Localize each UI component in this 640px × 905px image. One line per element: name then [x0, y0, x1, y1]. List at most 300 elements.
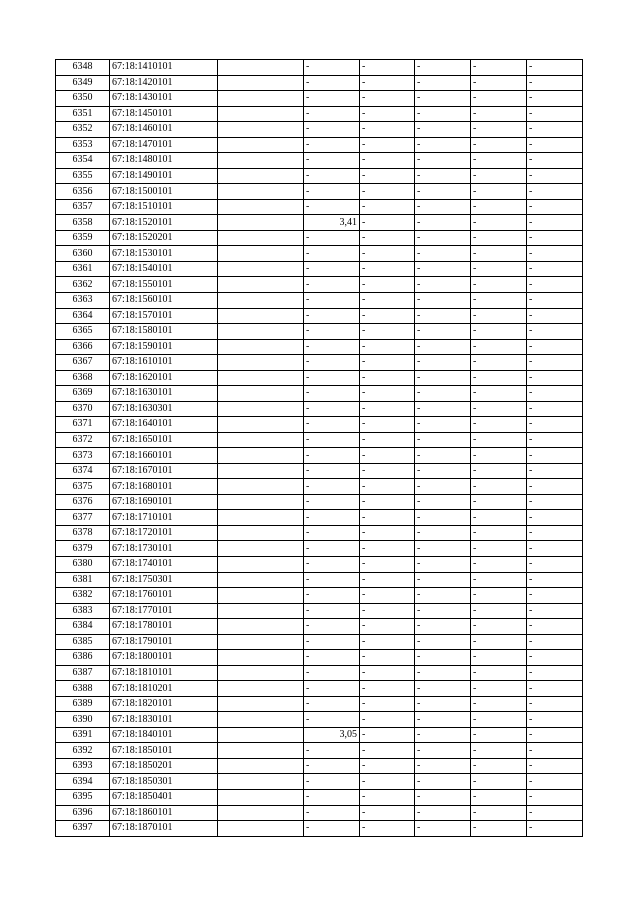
value-cell-2: -	[360, 448, 415, 464]
table-row	[56, 137, 583, 153]
row-number-cell: 6354	[56, 153, 110, 169]
value-cell-3: -	[415, 541, 471, 557]
value-cell-3: -	[415, 494, 471, 510]
value-cell-2: -	[360, 463, 415, 479]
table-row	[56, 463, 583, 479]
value-cell-1: -	[304, 261, 360, 277]
value-cell-2: -	[360, 153, 415, 169]
name-cell	[218, 168, 304, 184]
value-cell-3: -	[415, 696, 471, 712]
name-cell	[218, 525, 304, 541]
value-cell-4: -	[471, 774, 527, 790]
value-cell-4: -	[471, 215, 527, 231]
table-row	[56, 339, 583, 355]
row-number-cell: 6395	[56, 789, 110, 805]
value-cell-3: -	[415, 91, 471, 107]
value-cell-4: -	[471, 665, 527, 681]
value-cell-4: -	[471, 525, 527, 541]
value-cell-2: -	[360, 619, 415, 635]
value-cell-3: -	[415, 572, 471, 588]
table-row	[56, 401, 583, 417]
name-cell	[218, 324, 304, 340]
row-number-cell: 6377	[56, 510, 110, 526]
value-cell-4: -	[471, 588, 527, 604]
value-cell-3: -	[415, 479, 471, 495]
value-cell-4: -	[471, 727, 527, 743]
value-cell-4: -	[471, 758, 527, 774]
name-cell	[218, 789, 304, 805]
table-row	[56, 541, 583, 557]
value-cell-1: -	[304, 370, 360, 386]
name-cell	[218, 821, 304, 837]
name-cell	[218, 448, 304, 464]
row-number-cell: 6381	[56, 572, 110, 588]
value-cell-1: -	[304, 277, 360, 293]
value-cell-3: -	[415, 463, 471, 479]
value-cell-4: -	[471, 168, 527, 184]
value-cell-5: -	[527, 727, 583, 743]
name-cell	[218, 463, 304, 479]
table-row	[56, 60, 583, 76]
value-cell-5: -	[527, 743, 583, 759]
value-cell-5: -	[527, 355, 583, 371]
value-cell-4: -	[471, 230, 527, 246]
table-row	[56, 153, 583, 169]
value-cell-3: -	[415, 230, 471, 246]
row-number-cell: 6372	[56, 432, 110, 448]
value-cell-1: -	[304, 168, 360, 184]
row-number-cell: 6350	[56, 91, 110, 107]
table-row	[56, 246, 583, 262]
value-cell-3: -	[415, 401, 471, 417]
name-cell	[218, 588, 304, 604]
value-cell-3: -	[415, 417, 471, 433]
table-row	[56, 525, 583, 541]
cadastral-code-cell: 67:18:1770101	[110, 603, 218, 619]
value-cell-2: -	[360, 510, 415, 526]
value-cell-3: -	[415, 215, 471, 231]
cadastral-code-cell: 67:18:1850401	[110, 789, 218, 805]
row-number-cell: 6386	[56, 650, 110, 666]
value-cell-2: -	[360, 308, 415, 324]
cadastral-code-cell: 67:18:1820101	[110, 696, 218, 712]
cadastral-code-cell: 67:18:1720101	[110, 525, 218, 541]
row-number-cell: 6366	[56, 339, 110, 355]
value-cell-2: -	[360, 199, 415, 215]
name-cell	[218, 557, 304, 573]
value-cell-1: -	[304, 386, 360, 402]
name-cell	[218, 510, 304, 526]
row-number-cell: 6374	[56, 463, 110, 479]
row-number-cell: 6367	[56, 355, 110, 371]
cadastral-code-cell: 67:18:1630301	[110, 401, 218, 417]
value-cell-1: -	[304, 417, 360, 433]
table-row	[56, 758, 583, 774]
value-cell-3: -	[415, 261, 471, 277]
table-row	[56, 106, 583, 122]
value-cell-4: -	[471, 386, 527, 402]
value-cell-3: -	[415, 324, 471, 340]
cadastral-code-cell: 67:18:1850101	[110, 743, 218, 759]
value-cell-2: -	[360, 681, 415, 697]
table-row	[56, 727, 583, 743]
table-row	[56, 184, 583, 200]
value-cell-3: -	[415, 712, 471, 728]
value-cell-1: -	[304, 60, 360, 76]
table-row	[56, 432, 583, 448]
value-cell-3: -	[415, 743, 471, 759]
table-row	[56, 355, 583, 371]
cadastral-code-cell: 67:18:1420101	[110, 75, 218, 91]
row-number-cell: 6375	[56, 479, 110, 495]
value-cell-3: -	[415, 603, 471, 619]
name-cell	[218, 712, 304, 728]
value-cell-5: -	[527, 261, 583, 277]
value-cell-3: -	[415, 339, 471, 355]
name-cell	[218, 199, 304, 215]
table-row	[56, 712, 583, 728]
row-number-cell: 6371	[56, 417, 110, 433]
value-cell-2: -	[360, 727, 415, 743]
table-row	[56, 774, 583, 790]
value-cell-5: -	[527, 199, 583, 215]
value-cell-5: -	[527, 324, 583, 340]
value-cell-5: -	[527, 525, 583, 541]
value-cell-4: -	[471, 401, 527, 417]
name-cell	[218, 743, 304, 759]
row-number-cell: 6373	[56, 448, 110, 464]
table-body	[56, 60, 583, 837]
table-row	[56, 261, 583, 277]
value-cell-5: -	[527, 401, 583, 417]
value-cell-4: -	[471, 417, 527, 433]
value-cell-5: -	[527, 184, 583, 200]
cadastral-code-cell: 67:18:1680101	[110, 479, 218, 495]
row-number-cell: 6392	[56, 743, 110, 759]
value-cell-1: -	[304, 681, 360, 697]
value-cell-2: -	[360, 122, 415, 138]
table-row	[56, 448, 583, 464]
name-cell	[218, 215, 304, 231]
cadastral-code-cell: 67:18:1570101	[110, 308, 218, 324]
cadastral-code-cell: 67:18:1620101	[110, 370, 218, 386]
row-number-cell: 6393	[56, 758, 110, 774]
value-cell-5: -	[527, 246, 583, 262]
value-cell-1: 3,05	[304, 727, 360, 743]
cadastral-code-cell: 67:18:1850301	[110, 774, 218, 790]
name-cell	[218, 355, 304, 371]
table-row	[56, 557, 583, 573]
value-cell-3: -	[415, 308, 471, 324]
cadastral-code-cell: 67:18:1480101	[110, 153, 218, 169]
value-cell-1: -	[304, 292, 360, 308]
name-cell	[218, 386, 304, 402]
row-number-cell: 6368	[56, 370, 110, 386]
value-cell-1: -	[304, 324, 360, 340]
value-cell-3: -	[415, 448, 471, 464]
value-cell-3: -	[415, 122, 471, 138]
value-cell-2: -	[360, 789, 415, 805]
name-cell	[218, 619, 304, 635]
value-cell-2: -	[360, 215, 415, 231]
table-row	[56, 650, 583, 666]
value-cell-3: -	[415, 789, 471, 805]
value-cell-3: -	[415, 774, 471, 790]
cadastral-code-cell: 67:18:1510101	[110, 199, 218, 215]
value-cell-2: -	[360, 401, 415, 417]
cadastral-code-cell: 67:18:1410101	[110, 60, 218, 76]
value-cell-4: -	[471, 619, 527, 635]
value-cell-4: -	[471, 246, 527, 262]
value-cell-2: -	[360, 246, 415, 262]
row-number-cell: 6394	[56, 774, 110, 790]
value-cell-1: -	[304, 650, 360, 666]
value-cell-2: -	[360, 805, 415, 821]
cadastral-code-cell: 67:18:1660101	[110, 448, 218, 464]
value-cell-2: -	[360, 712, 415, 728]
row-number-cell: 6352	[56, 122, 110, 138]
cadastral-code-cell: 67:18:1580101	[110, 324, 218, 340]
value-cell-4: -	[471, 370, 527, 386]
value-cell-3: -	[415, 805, 471, 821]
value-cell-5: -	[527, 774, 583, 790]
value-cell-2: -	[360, 758, 415, 774]
value-cell-2: -	[360, 386, 415, 402]
value-cell-2: -	[360, 184, 415, 200]
cadastral-code-cell: 67:18:1870101	[110, 821, 218, 837]
name-cell	[218, 246, 304, 262]
name-cell	[218, 805, 304, 821]
value-cell-1: -	[304, 774, 360, 790]
row-number-cell: 6363	[56, 292, 110, 308]
cadastral-code-cell: 67:18:1520101	[110, 215, 218, 231]
value-cell-1: -	[304, 463, 360, 479]
row-number-cell: 6390	[56, 712, 110, 728]
row-number-cell: 6358	[56, 215, 110, 231]
name-cell	[218, 308, 304, 324]
value-cell-4: -	[471, 75, 527, 91]
value-cell-3: -	[415, 277, 471, 293]
row-number-cell: 6357	[56, 199, 110, 215]
value-cell-1: -	[304, 712, 360, 728]
value-cell-2: -	[360, 696, 415, 712]
value-cell-5: -	[527, 619, 583, 635]
cadastral-code-cell: 67:18:1550101	[110, 277, 218, 293]
value-cell-3: -	[415, 557, 471, 573]
table-row	[56, 370, 583, 386]
value-cell-1: -	[304, 91, 360, 107]
value-cell-1: -	[304, 821, 360, 837]
value-cell-3: -	[415, 758, 471, 774]
value-cell-1: -	[304, 401, 360, 417]
value-cell-5: -	[527, 308, 583, 324]
value-cell-3: -	[415, 634, 471, 650]
cadastral-code-cell: 67:18:1710101	[110, 510, 218, 526]
value-cell-5: -	[527, 541, 583, 557]
value-cell-4: -	[471, 122, 527, 138]
table-row	[56, 805, 583, 821]
value-cell-4: -	[471, 339, 527, 355]
name-cell	[218, 774, 304, 790]
value-cell-5: -	[527, 805, 583, 821]
value-cell-5: -	[527, 292, 583, 308]
cadastral-code-cell: 67:18:1490101	[110, 168, 218, 184]
value-cell-2: -	[360, 603, 415, 619]
table-row	[56, 91, 583, 107]
cadastral-code-cell: 67:18:1780101	[110, 619, 218, 635]
cadastral-code-cell: 67:18:1860101	[110, 805, 218, 821]
table-row	[56, 230, 583, 246]
row-number-cell: 6378	[56, 525, 110, 541]
value-cell-1: -	[304, 525, 360, 541]
name-cell	[218, 401, 304, 417]
name-cell	[218, 758, 304, 774]
value-cell-2: -	[360, 821, 415, 837]
cadastral-code-cell: 67:18:1800101	[110, 650, 218, 666]
cadastral-code-cell: 67:18:1810201	[110, 681, 218, 697]
value-cell-1: -	[304, 789, 360, 805]
value-cell-2: -	[360, 355, 415, 371]
cadastral-code-cell: 67:18:1460101	[110, 122, 218, 138]
value-cell-2: -	[360, 60, 415, 76]
value-cell-4: -	[471, 712, 527, 728]
table-row	[56, 215, 583, 231]
value-cell-4: -	[471, 681, 527, 697]
table-row	[56, 417, 583, 433]
value-cell-2: -	[360, 106, 415, 122]
value-cell-4: -	[471, 199, 527, 215]
name-cell	[218, 261, 304, 277]
name-cell	[218, 634, 304, 650]
name-cell	[218, 75, 304, 91]
value-cell-4: -	[471, 634, 527, 650]
row-number-cell: 6379	[56, 541, 110, 557]
value-cell-4: -	[471, 153, 527, 169]
cadastral-code-cell: 67:18:1530101	[110, 246, 218, 262]
value-cell-5: -	[527, 168, 583, 184]
value-cell-5: -	[527, 91, 583, 107]
value-cell-3: -	[415, 184, 471, 200]
value-cell-1: -	[304, 355, 360, 371]
value-cell-2: -	[360, 261, 415, 277]
name-cell	[218, 153, 304, 169]
value-cell-5: -	[527, 370, 583, 386]
value-cell-1: -	[304, 541, 360, 557]
value-cell-5: -	[527, 696, 583, 712]
table-row	[56, 588, 583, 604]
value-cell-5: -	[527, 417, 583, 433]
row-number-cell: 6351	[56, 106, 110, 122]
row-number-cell: 6362	[56, 277, 110, 293]
row-number-cell: 6369	[56, 386, 110, 402]
value-cell-1: -	[304, 665, 360, 681]
cadastral-code-cell: 67:18:1430101	[110, 91, 218, 107]
name-cell	[218, 91, 304, 107]
value-cell-4: -	[471, 650, 527, 666]
cadastral-code-cell: 67:18:1590101	[110, 339, 218, 355]
value-cell-5: -	[527, 758, 583, 774]
value-cell-5: -	[527, 479, 583, 495]
name-cell	[218, 60, 304, 76]
table-row	[56, 324, 583, 340]
value-cell-4: -	[471, 463, 527, 479]
row-number-cell: 6361	[56, 261, 110, 277]
value-cell-4: -	[471, 91, 527, 107]
value-cell-4: -	[471, 184, 527, 200]
value-cell-1: -	[304, 619, 360, 635]
table-row	[56, 199, 583, 215]
data-table	[55, 59, 583, 837]
table-row	[56, 75, 583, 91]
name-cell	[218, 230, 304, 246]
name-cell	[218, 292, 304, 308]
table-row	[56, 386, 583, 402]
cadastral-code-cell: 67:18:1540101	[110, 261, 218, 277]
value-cell-5: -	[527, 789, 583, 805]
value-cell-5: -	[527, 230, 583, 246]
value-cell-1: -	[304, 494, 360, 510]
value-cell-4: -	[471, 510, 527, 526]
cadastral-code-cell: 67:18:1640101	[110, 417, 218, 433]
row-number-cell: 6353	[56, 137, 110, 153]
row-number-cell: 6349	[56, 75, 110, 91]
value-cell-5: -	[527, 821, 583, 837]
value-cell-5: -	[527, 557, 583, 573]
value-cell-1: -	[304, 758, 360, 774]
cadastral-code-cell: 67:18:1650101	[110, 432, 218, 448]
value-cell-3: -	[415, 727, 471, 743]
name-cell	[218, 417, 304, 433]
value-cell-5: -	[527, 665, 583, 681]
name-cell	[218, 681, 304, 697]
value-cell-1: -	[304, 153, 360, 169]
value-cell-2: -	[360, 75, 415, 91]
name-cell	[218, 339, 304, 355]
value-cell-2: -	[360, 494, 415, 510]
cadastral-code-cell: 67:18:1790101	[110, 634, 218, 650]
value-cell-5: -	[527, 106, 583, 122]
value-cell-3: -	[415, 619, 471, 635]
value-cell-5: -	[527, 75, 583, 91]
value-cell-4: -	[471, 308, 527, 324]
name-cell	[218, 137, 304, 153]
value-cell-1: 3,41	[304, 215, 360, 231]
value-cell-1: -	[304, 448, 360, 464]
row-number-cell: 6384	[56, 619, 110, 635]
value-cell-4: -	[471, 448, 527, 464]
name-cell	[218, 106, 304, 122]
name-cell	[218, 370, 304, 386]
name-cell	[218, 479, 304, 495]
cadastral-code-cell: 67:18:1470101	[110, 137, 218, 153]
value-cell-3: -	[415, 588, 471, 604]
row-number-cell: 6356	[56, 184, 110, 200]
value-cell-5: -	[527, 60, 583, 76]
value-cell-1: -	[304, 308, 360, 324]
value-cell-2: -	[360, 572, 415, 588]
value-cell-2: -	[360, 743, 415, 759]
value-cell-4: -	[471, 572, 527, 588]
value-cell-1: -	[304, 634, 360, 650]
row-number-cell: 6397	[56, 821, 110, 837]
cadastral-code-cell: 67:18:1610101	[110, 355, 218, 371]
value-cell-3: -	[415, 75, 471, 91]
value-cell-3: -	[415, 168, 471, 184]
value-cell-1: -	[304, 184, 360, 200]
row-number-cell: 6391	[56, 727, 110, 743]
value-cell-2: -	[360, 370, 415, 386]
value-cell-1: -	[304, 696, 360, 712]
